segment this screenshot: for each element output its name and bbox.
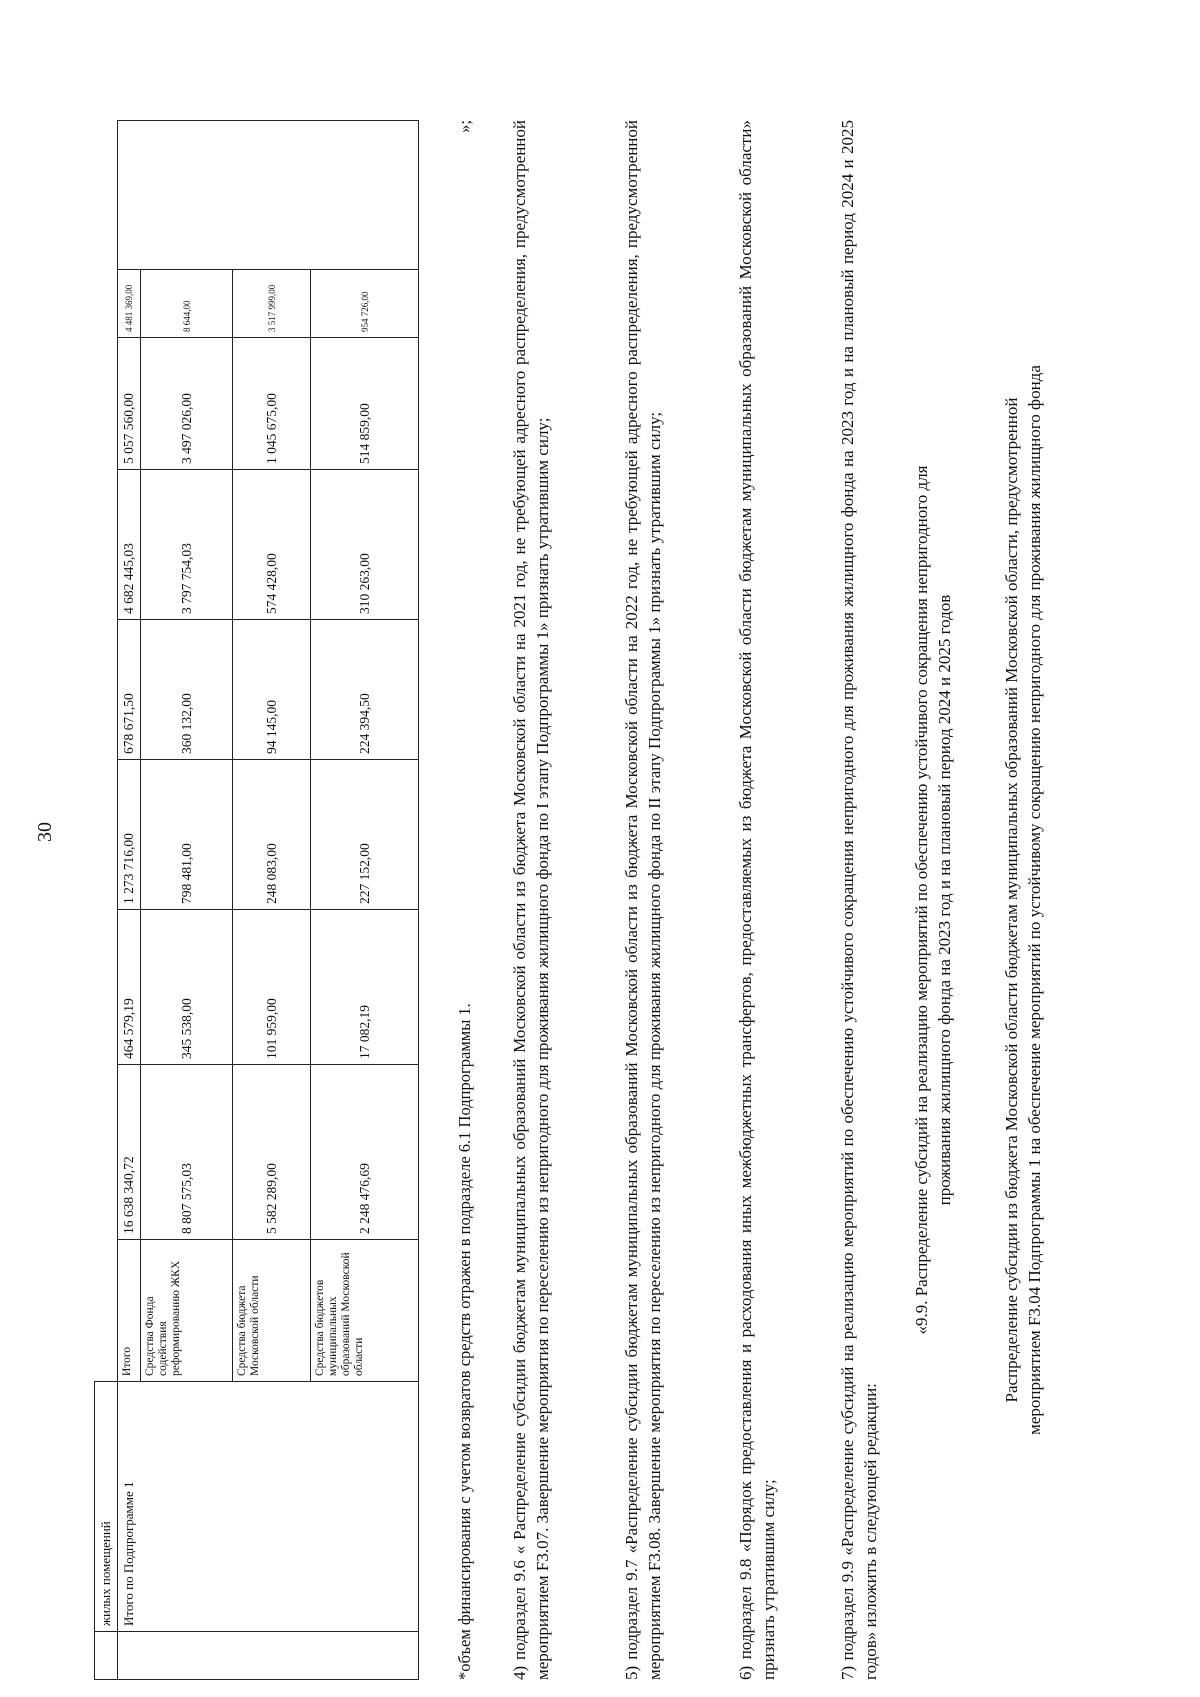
value-cell: 248 083,00	[233, 760, 311, 910]
value-cell: 94 145,00	[233, 620, 311, 760]
closing-quote: »;	[455, 120, 474, 133]
source-cell: Средства Фонда содействия реформированию ЖКХ	[141, 1240, 233, 1382]
total-label: Итого по Подпрограмме 1	[118, 1382, 419, 1632]
source-cell: Итого	[118, 1240, 141, 1382]
value-cell: 5 057 560,00	[118, 338, 141, 470]
source-cell: Средства бюджета Московской области	[233, 1240, 311, 1382]
value-cell: 17 082,19	[311, 910, 419, 1065]
list-item: 6) подраздел 9.8 «Порядок предоставления и расходования иных межбюджетных трансфертов, предоставляемых из бюджета Московской области бюджетам муниципальных образований Московской области» признать утратившим силу;	[736, 120, 778, 1680]
value-cell: 798 481,00	[141, 760, 233, 910]
value-cell: 4 481 369,00	[118, 270, 141, 338]
list-item: 4) подраздел 9.6 « Распределение субсидии бюджетам муниципальных образований Московской области из бюджета Московской области на 2021 год, не требующей адресного распределения, предусмотренной мероприятием F3.07. Завершение мероприятия по переселению из непригодного для проживания жилищного фонда по I этапу Подпрограммы 1» признать утратившим силу;	[510, 120, 552, 1680]
footnote: *объем финансирования с учетом возвратов средств отражен в подразделе 6.1 Подпрограммы 1.	[455, 1003, 474, 1680]
document-body	[30, 70, 1170, 1690]
value-cell: 5 582 289,00	[233, 1065, 311, 1240]
value-cell: 16 638 340,72	[118, 1065, 141, 1240]
value-cell: 227 152,00	[311, 760, 419, 910]
value-cell: 574 428,00	[233, 470, 311, 620]
value-cell: 954 726,00	[311, 270, 419, 338]
source-cell: Средства бюджетов муниципальных образований Московской области	[311, 1240, 419, 1382]
value-cell: 3 517 999,00	[233, 270, 311, 338]
header-row-label: жилых помещений	[95, 1382, 118, 1632]
value-cell: 4 682 445,03	[118, 470, 141, 620]
value-cell: 2 248 476,69	[311, 1065, 419, 1240]
value-cell: 310 263,00	[311, 470, 419, 620]
value-cell: 224 394,50	[311, 620, 419, 760]
value-cell: 1 045 675,00	[233, 338, 311, 470]
section-heading: «9.9. Распределение субсидий на реализацию мероприятий по обеспечению устойчивого сокращения непригодного для проживания жилищного фонда на 2023 год и на плановый период 2024 и 2025 годов	[912, 465, 954, 1335]
value-cell: 678 671,50	[118, 620, 141, 760]
table-row	[95, 121, 118, 1680]
financing-table	[94, 120, 419, 1680]
value-cell: 8 644,00	[141, 270, 233, 338]
value-cell: 3 497 026,00	[141, 338, 233, 470]
value-cell: 101 959,00	[233, 910, 311, 1065]
value-cell: 3 797 754,03	[141, 470, 233, 620]
value-cell: 360 132,00	[141, 620, 233, 760]
subheading: Распределение субсидии из бюджета Московской области бюджетам муниципальных образований Московской области, предусмотренной мероприятием F3.04 Подпрограммы 1 на обеспечение мероприятий по устойчивому сокращению непригодного для проживания жилищного фонда	[1002, 365, 1044, 1435]
table-row	[118, 121, 141, 1680]
page-number: 30	[34, 822, 56, 842]
value-cell: 1 273 716,00	[118, 760, 141, 910]
list-item: 5) подраздел 9.7 «Распределение субсидии бюджетам муниципальных образований Московской области из бюджета Московской области на 2022 год, не требующей адресного распределения, предусмотренной мероприятием F3.08. Завершение мероприятия по переселению из непригодного для проживания жилищного фонда по II этапу Подпрограммы 1» признать утратившим силу;	[622, 120, 664, 1680]
value-cell: 345 538,00	[141, 910, 233, 1065]
list-item: 7) подраздел 9.9 «Распределение субсидий на реализацию мероприятий по обеспечению устойчивого сокращения непригодного для проживания жилищного фонда на 2023 год и на плановый период 2024 и 2025 годов» изложить в следующей редакции:	[838, 120, 880, 1680]
value-cell: 8 807 575,03	[141, 1065, 233, 1240]
value-cell: 464 579,19	[118, 910, 141, 1065]
value-cell: 514 859,00	[311, 338, 419, 470]
